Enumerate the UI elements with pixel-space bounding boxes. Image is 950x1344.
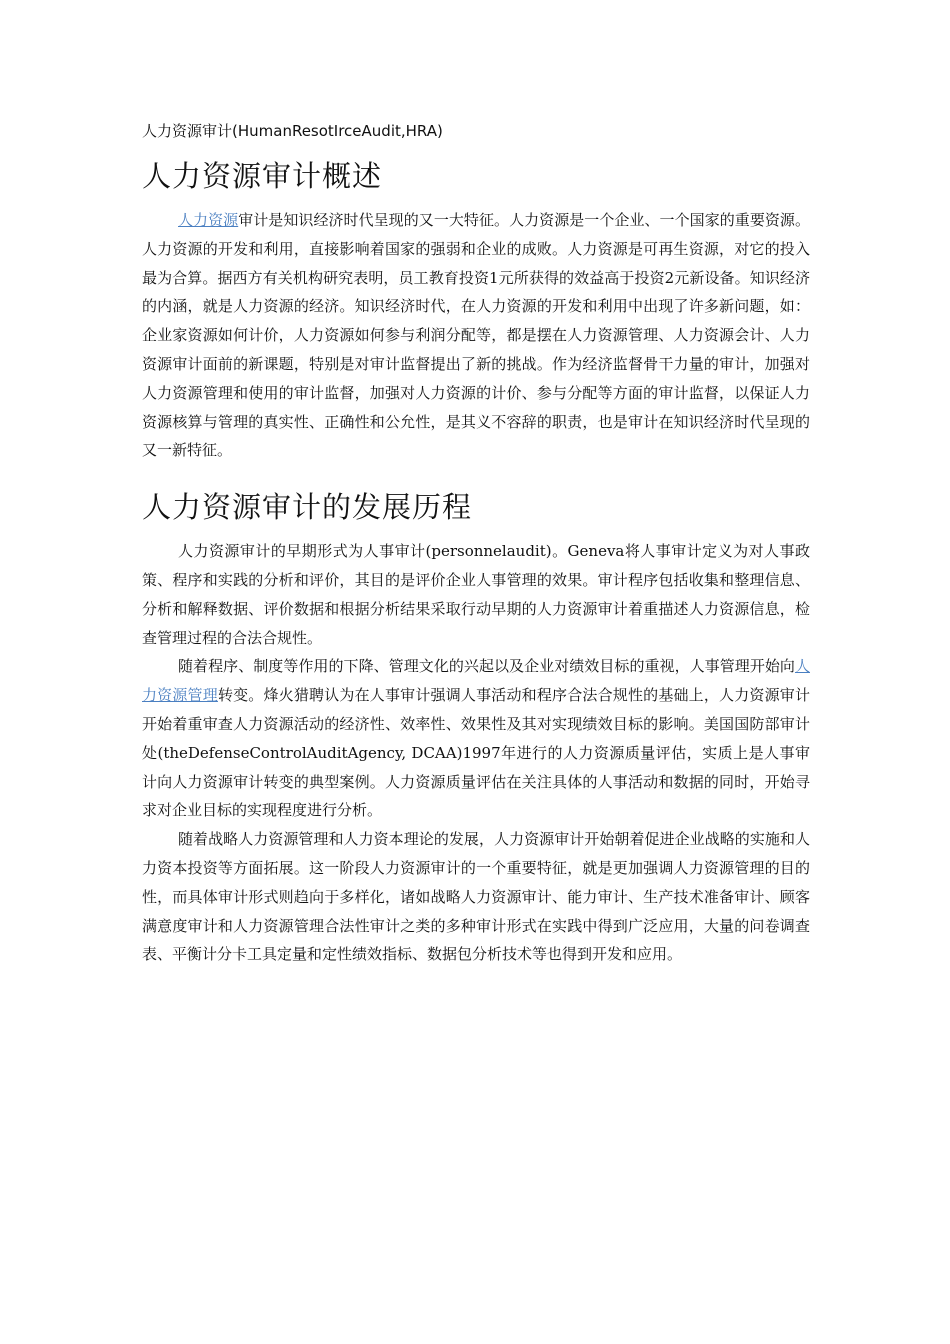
hr-management-link[interactable]: 人力资源管理 [142, 657, 810, 705]
hr-link[interactable]: 人力资源 [178, 211, 239, 229]
section-title-overview: 人力资源审计概述 [142, 159, 383, 193]
section-title-history: 人力资源审计的发展历程 [142, 490, 473, 525]
overview-paragraph-text: 审计是知识经济时代呈现的又一大特征。人力资源是一个企业、一个国家的重要资源。人力资源的开发和利用，直接影响着国家的强弱和企业的成败。人力资源是可再生资源，对它的投入最为合算。据西方有关机构研究表明，员工教育投资1元所获得的效益高于投资2元新设备。知识经济的内涵，就是人力资源的经济。知识经济时代，在人力资源的开发和利用中出现了许多新问题，如：企业家资源如何计价，人力资源如何参与利润分配等，都是摆在人力资源管理、人力资源会计、人力资源审计面前的新课题，特别是对审计监督提出了新的挑战。作为经济监督骨干力量的审计，加强对人力资源管理和使用的审计监督，加强对人力资源的计价、参与分配等方面的审计监督，以保证人力资源核算与管理的真实性、正确性和公允性，是其义不容辞的职责，也是审计在知识经济时代呈现的又一新特征。 [142, 211, 810, 460]
history-paragraph-2 [142, 652, 810, 825]
history-paragraph-3: 随着战略人力资源管理和人力资本理论的发展，人力资源审计开始朝着促进企业战略的实施和人力资本投资等方面拓展。这一阶段人力资源审计的一个重要特征，就是更加强调人力资源管理的目的性，而具体审计形式则趋向于多样化，诸如战略人力资源审计、能力审计、生产技术准备审计、顾客满意度审计和人力资源管理合法性审计之类的多种审计形式在实践中得到广泛应用，大量的问卷调查表、平衡计分卡工具定量和定性绩效指标、数据包分析技术等也得到开发和应用。 [142, 830, 810, 964]
history-paragraph-2-after: 转变。烽火猎聘认为在人事审计强调人事活动和程序合法合规性的基础上，人力资源审计开始着重审查人力资源活动的经济性、效率性、效果性及其对实现绩效目标的影响。美国国防部审计处(theDefenseControlAuditAgency, DCAA)1997年进行的人力资源质量评估，实质上是人事审计向人力资源审计转变的典型案例。人力资源质量评估在关注具体的人事活动和数据的同时，开始寻求对企业目标的实现程度进行分析。 [142, 686, 810, 820]
history-paragraph-1: 人力资源审计的早期形式为人事审计(personnelaudit)。Geneva将人事审计定义为对人事政策、程序和实践的分析和评价，其目的是评价企业人事管理的效果。审计程序包括收集和整理信息、分析和解释数据、评价数据和根据分析结果采取行动早期的人力资源审计着重描述人力资源信息，检查管理过程的合法合规性。 [142, 542, 810, 647]
history-paragraph-2-before: 随着程序、制度等作用的下降、管理文化的兴起以及企业对绩效目标的重视，人事管理开始向 [178, 657, 795, 676]
document-subtitle: 人力资源审计(HumanResotIrceAudit,HRA) [142, 122, 443, 140]
document-page [142, 118, 810, 969]
overview-paragraph [142, 206, 810, 465]
